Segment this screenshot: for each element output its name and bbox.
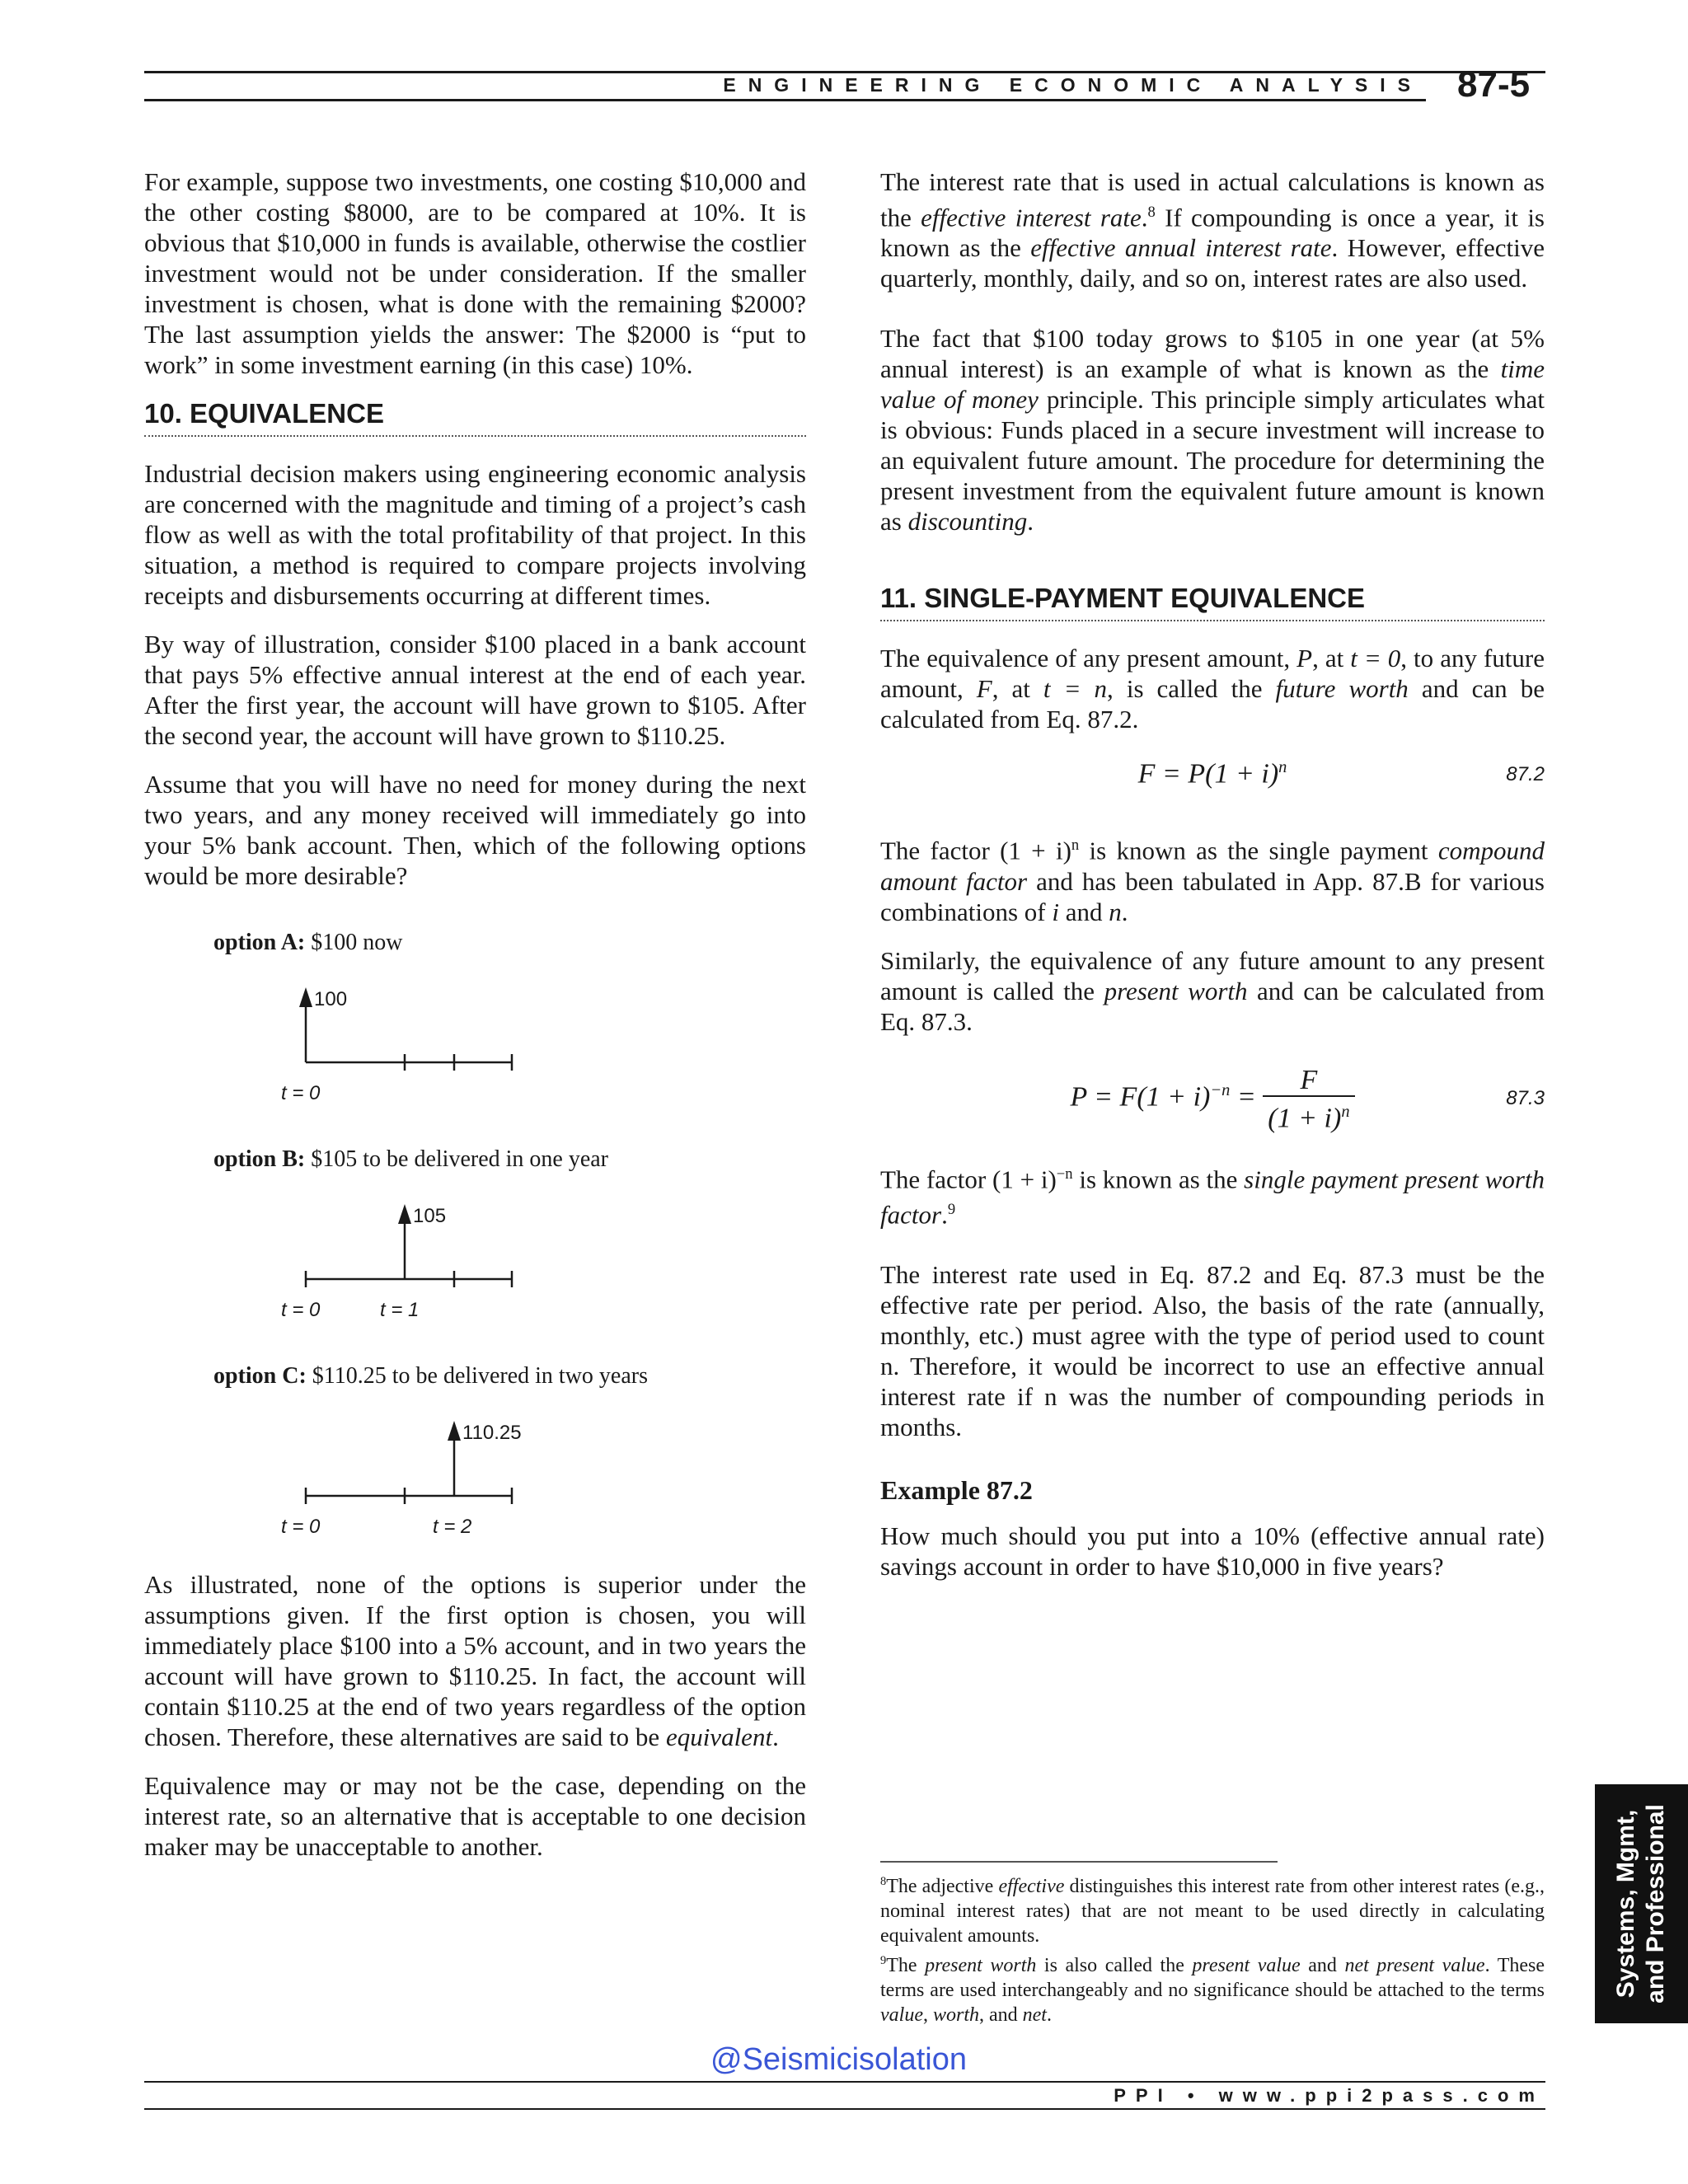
amount-label: 110.25: [462, 1422, 522, 1444]
cash-flow-diagram-b: [213, 1193, 675, 1324]
footnote-ref-8: 8: [1147, 204, 1156, 221]
equation-87-3: $P = F(1 + i)^{-n}$ = $\frac{F}{(1 + i)^n}$ 87.3: [1070, 1064, 1545, 1133]
time-label-t0: t = 0: [281, 1299, 321, 1321]
watermark: @Seismicisolation: [710, 2042, 968, 2077]
paragraph: Similarly, the equivalence of any future amount to any present amount is called the present worth and can be calculated from Eq. 87.3.: [880, 945, 1545, 1036]
paragraph: The equivalence of any present amount, P, at t = 0, to any future amount, F, at t = n, is called the future worth and can be calculated from Eq. 87.2.: [880, 644, 1545, 734]
side-tab-line-1: Systems, Mgmt,: [1612, 1809, 1639, 1999]
paragraph: By way of illustration, consider $100 placed in a bank account that pays 5% effective annual interest at the end of each year. After the first year, the account will have grown to $105. After the second year, the account will have grown to $110.25.: [144, 630, 806, 750]
paragraph: The fact that $100 today grows to $105 in one year (at 5% annual interest) is an example of what is known as the time value of money principle. This principle simply articulates what is obvious: Funds placed in a secure investment will increase to an equivalent future amount. The procedure for determining the present investment from the equivalent future amount is known as discounting.: [880, 324, 1545, 537]
example-text: How much should you put into a 10% (effective annual rate) savings account in order to have $10,000 in five years?: [880, 1521, 1545, 1582]
footer-rule-top: [144, 2081, 1545, 2083]
header-rule-bottom: [144, 99, 1426, 101]
paragraph: As illustrated, none of the options is superior under the assumptions given. If the first option is chosen, you will immediately place $100 into a 5% account, and in two years the account will have grown to $110.25. In fact, the account will contain $110.25 at the end of two years regardless of the option chosen. Therefore, these alternatives are said to be equivalent.: [144, 1570, 806, 1751]
cash-flow-diagram-c: [213, 1409, 675, 1541]
example-heading: Example 87.2: [880, 1475, 1033, 1506]
paragraph: The interest rate that is used in actual calculations is known as the effective interest rate.$^8$ If compounding is once a year, it is known as the effective annual interest rate. However, effective quarterly, monthly, daily, and so on, interest rates are also used.: [880, 167, 1545, 293]
amount-label: 100: [314, 988, 348, 1010]
footer-rule-bottom: [144, 2108, 1545, 2110]
footnote-rule: [880, 1861, 1278, 1863]
equation-number: 87.2: [1506, 763, 1545, 786]
time-label-t1: t = 1: [380, 1299, 420, 1321]
paragraph: Industrial decision makers using engineering economic analysis are concerned with the magnitude and timing of a project’s cash flow as well as with the total profitability of that project. In this situation, a method is required to compare projects involving receipts and disbursements occurring at different times.: [144, 459, 806, 610]
option-c-label: option C: $110.25 to be delivered in two years: [213, 1363, 648, 1389]
option-b: [213, 1144, 806, 1324]
paragraph: For example, suppose two investments, one costing $10,000 and the other costing $8000, are to be compared at 10%. It is obvious that $10,000 in funds is available, otherwise the costlier investment would not be under consideration. If the smaller investment is chosen, what is done with the remaining $2000? The last assumption yields the answer: The $2000 is “put to work” in some investment earning (in this case) 10%.: [144, 167, 806, 379]
paragraph: Assume that you will have no need for money during the next two years, and any money received will immediately go into your 5% bank account. Then, which of the following options would be more desirable?: [144, 770, 806, 890]
amount-label: 105: [413, 1205, 447, 1227]
footnotes: [880, 1869, 1545, 2027]
running-title: ENGINEERING ECONOMIC ANALYSIS: [723, 74, 1423, 96]
right-column: [880, 166, 1545, 1600]
footer-text: PPI • www.ppi2pass.com: [1114, 2085, 1545, 2106]
equation-number: 87.3: [1506, 1086, 1545, 1109]
option-a: [213, 927, 806, 1108]
equation-87-2: $F = P(1 + i)^n$ 87.2: [1137, 758, 1545, 790]
section-heading-equivalence: 10. EQUIVALENCE: [144, 398, 806, 437]
chapter-side-tab: [1595, 1784, 1688, 2023]
side-tab-line-2: and Professional: [1642, 1804, 1669, 2004]
option-a-label: option A: $100 now: [213, 930, 403, 955]
time-label-t2: t = 2: [433, 1516, 472, 1538]
footnote-9: $^9$The present worth is also called the present value and net present value. These terms are used interchangeably and no significance should be attached to the terms value, worth, and net.: [880, 1954, 1545, 2026]
section-heading-single-payment: 11. SINGLE-PAYMENT EQUIVALENCE: [880, 583, 1545, 621]
footnote-8: $^8$The adjective effective distinguishes this interest rate from other interest rates (e.g., nominal interest rates) that are not meant to be used directly in calculating equivalent amounts.: [880, 1875, 1545, 1947]
time-label-t0: t = 0: [281, 1516, 321, 1538]
paragraph: Equivalence may or may not be the case, depending on the interest rate, so an alternative that is acceptable to one decision maker may be unacceptable to another.: [144, 1771, 806, 1861]
paragraph: The interest rate used in Eq. 87.2 and Eq. 87.3 must be the effective rate per period. Also, the basis of the rate (annually, monthly, etc.) must agree with the type of period used to count n. Therefore, it would be incorrect to use an effective annual interest rate if n was the number of compounding periods in months.: [880, 1260, 1545, 1442]
page-number: 87-5: [1457, 64, 1531, 105]
paragraph: The factor $(1 + i)^n$ is known as the single payment compound amount factor and has been tabulated in App. 87.B for various combinations of i and n.: [880, 836, 1545, 926]
paragraph: The factor $(1 + i)^{-n}$ is known as the single payment present worth factor.$^9$: [880, 1164, 1545, 1230]
footnote-ref-9: 9: [947, 1200, 956, 1218]
cash-flow-diagram-a: [213, 976, 675, 1108]
time-label-t0: t = 0: [281, 1082, 321, 1104]
option-b-label: option B: $105 to be delivered in one year: [213, 1146, 609, 1172]
left-column: [144, 166, 806, 1880]
option-c: [213, 1361, 806, 1541]
